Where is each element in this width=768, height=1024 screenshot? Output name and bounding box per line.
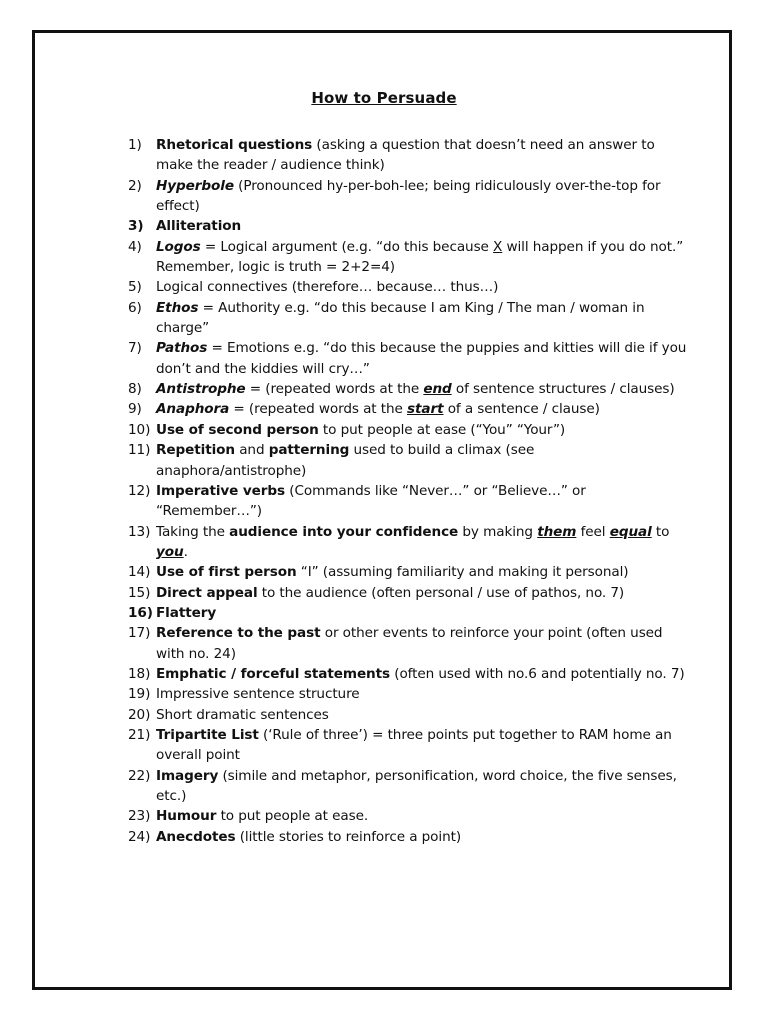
emphasized-term: Hyperbole (156, 177, 234, 194)
emphasized-term: Imperative verbs (156, 482, 286, 499)
item-text (156, 176, 688, 217)
item-text (156, 522, 688, 563)
item-text-run: (often used with no.6 and potentially no. 7) (390, 665, 685, 682)
emphasized-term: Anaphora (156, 401, 230, 418)
item-number: 5) (128, 279, 142, 296)
item-text-run: of sentence structures / clauses) (451, 381, 675, 398)
item-text-run: used to build a climax (see anaphora/antistrophe) (156, 442, 535, 479)
list-item (128, 522, 688, 563)
list-item (128, 176, 688, 217)
item-number: 19) (128, 686, 151, 703)
emphasized-term: patterning (268, 442, 350, 459)
item-number: 7) (128, 340, 142, 357)
emphasized-term: Rhetorical questions (156, 137, 313, 153)
item-text (156, 481, 688, 522)
list-item (128, 216, 688, 236)
item-text-run: Taking the (156, 523, 230, 540)
list-item (128, 399, 688, 419)
item-text (156, 440, 688, 481)
emphasized-term: Use of first person (156, 564, 297, 581)
item-number: 17) (128, 625, 151, 642)
item-text (156, 420, 688, 440)
list-item (128, 827, 688, 847)
list-item (128, 440, 688, 481)
item-number: 14) (128, 564, 151, 581)
emphasized-term: Repetition (156, 442, 235, 459)
emphasized-term: Use of second person (156, 421, 319, 438)
item-text (156, 237, 688, 278)
item-number: 15) (128, 584, 151, 601)
item-text-run: Logical connectives (therefore… because… thus…) (156, 279, 499, 296)
item-number: 9) (128, 401, 142, 418)
list-item (128, 705, 688, 725)
item-text-run: feel (576, 523, 610, 540)
list-item (128, 562, 688, 582)
item-text-run: “I” (assuming familiarity and making it personal) (296, 564, 629, 581)
list-item (128, 664, 688, 684)
list-item (128, 684, 688, 704)
list-item (128, 766, 688, 807)
item-text-run: Short dramatic sentences (156, 706, 329, 723)
list-item (128, 583, 688, 603)
item-text (156, 562, 688, 582)
item-text (156, 603, 688, 623)
emphasized-term: Tripartite List (156, 726, 259, 743)
item-text-run: = (repeated words at the (245, 381, 424, 398)
item-number: 18) (128, 665, 151, 682)
list-item (128, 379, 688, 399)
list-item (128, 603, 688, 623)
item-text-run: Impressive sentence structure (156, 686, 360, 703)
item-text-run: to (651, 523, 670, 540)
emphasized-term: Imagery (156, 767, 219, 784)
item-text (156, 135, 688, 176)
item-text (156, 705, 688, 725)
emphasized-term: X (493, 238, 503, 255)
item-text-run: (Pronounced hy-per-boh-lee; being ridiculously over-the-top for effect) (156, 177, 661, 215)
item-text-run: . (183, 543, 188, 560)
item-number: 21) (128, 726, 151, 743)
item-number: 23) (128, 808, 151, 825)
item-text-run: and (234, 442, 269, 459)
item-number: 12) (128, 482, 151, 499)
page-title: How to Persuade (311, 89, 457, 107)
item-text (156, 623, 688, 664)
list-item (128, 806, 688, 826)
item-text (156, 399, 688, 419)
emphasized-term: equal (609, 523, 652, 540)
item-text (156, 216, 688, 236)
item-text-run: (‘Rule of three’) = three points put together to RAM home an overall point (156, 726, 672, 764)
item-number: 1) (128, 137, 142, 153)
emphasized-term: Pathos (156, 340, 208, 357)
list-item (128, 237, 688, 278)
list-item (128, 277, 688, 297)
item-text (156, 338, 688, 379)
item-text-run: = Authority e.g. “do this because I am King / The man / woman in charge” (156, 299, 645, 337)
item-number: 22) (128, 767, 151, 784)
item-text (156, 583, 688, 603)
list-item (128, 135, 688, 176)
list-item (128, 623, 688, 664)
item-number: 16) (128, 604, 153, 621)
emphasized-term: Alliteration (156, 218, 242, 235)
emphasized-term: them (537, 523, 577, 540)
item-text (156, 725, 688, 766)
persuasion-techniques-list (128, 135, 688, 847)
list-item (128, 298, 688, 339)
emphasized-term: Emphatic / forceful statements (156, 665, 391, 682)
item-text (156, 379, 688, 399)
item-number: 24) (128, 828, 151, 845)
list-item (128, 725, 688, 766)
item-number: 20) (128, 706, 151, 723)
list-item (128, 481, 688, 522)
emphasized-term: Direct appeal (156, 584, 258, 601)
list-item (128, 338, 688, 379)
item-number: 4) (128, 238, 142, 255)
item-text-run: to put people at ease. (216, 808, 369, 825)
item-text-run: will happen if you do not.” Remember, logic is truth = 2+2=4) (156, 238, 684, 276)
item-number: 13) (128, 523, 151, 540)
item-text-run: (little stories to reinforce a point) (235, 828, 462, 845)
item-text-run: (Commands like “Never…” or “Believe…” or “Remember…”) (156, 482, 586, 520)
item-text-run: by making (458, 523, 538, 540)
item-text (156, 806, 688, 826)
emphasized-term: audience into your confidence (229, 523, 459, 540)
item-text-run: = Logical argument (e.g. “do this because (200, 238, 494, 255)
emphasized-term: Antistrophe (156, 381, 246, 398)
item-number: 11) (128, 442, 151, 459)
item-text-run: of a sentence / clause) (443, 401, 600, 418)
emphasized-term: start (407, 401, 444, 418)
emphasized-term: Reference to the past (156, 625, 321, 642)
emphasized-term: Logos (156, 238, 201, 255)
list-item (128, 420, 688, 440)
emphasized-term: Ethos (156, 299, 199, 316)
item-number: 8) (128, 381, 142, 398)
item-number: 6) (128, 299, 142, 316)
item-text (156, 684, 688, 704)
item-text (156, 298, 688, 339)
item-text (156, 827, 688, 847)
item-text-run: (asking a question that doesn’t need an answer to make the reader / audience think) (156, 137, 655, 174)
item-text (156, 277, 688, 297)
item-text-run: to the audience (often personal / use of pathos, no. 7) (257, 584, 625, 601)
item-text-run: to put people at ease (“You” “Your”) (318, 421, 566, 438)
item-text (156, 664, 688, 684)
item-text-run: = (repeated words at the (229, 401, 407, 418)
emphasized-term: Humour (156, 808, 217, 825)
item-number: 3) (128, 218, 144, 235)
item-text-run: or other events to reinforce your point (often used with no. 24) (156, 625, 663, 662)
emphasized-term: end (423, 381, 452, 398)
item-number: 10) (128, 421, 151, 438)
emphasized-term: Flattery (156, 604, 217, 621)
item-text (156, 766, 688, 807)
emphasized-term: you (156, 543, 184, 560)
item-text-run: (simile and metaphor, personification, word choice, the five senses, etc.) (156, 767, 677, 804)
emphasized-term: Anecdotes (156, 828, 236, 845)
item-number: 2) (128, 177, 142, 194)
item-text-run: = Emotions e.g. “do this because the puppies and kitties will die if you don’t and the kiddies will cry…” (156, 340, 687, 377)
